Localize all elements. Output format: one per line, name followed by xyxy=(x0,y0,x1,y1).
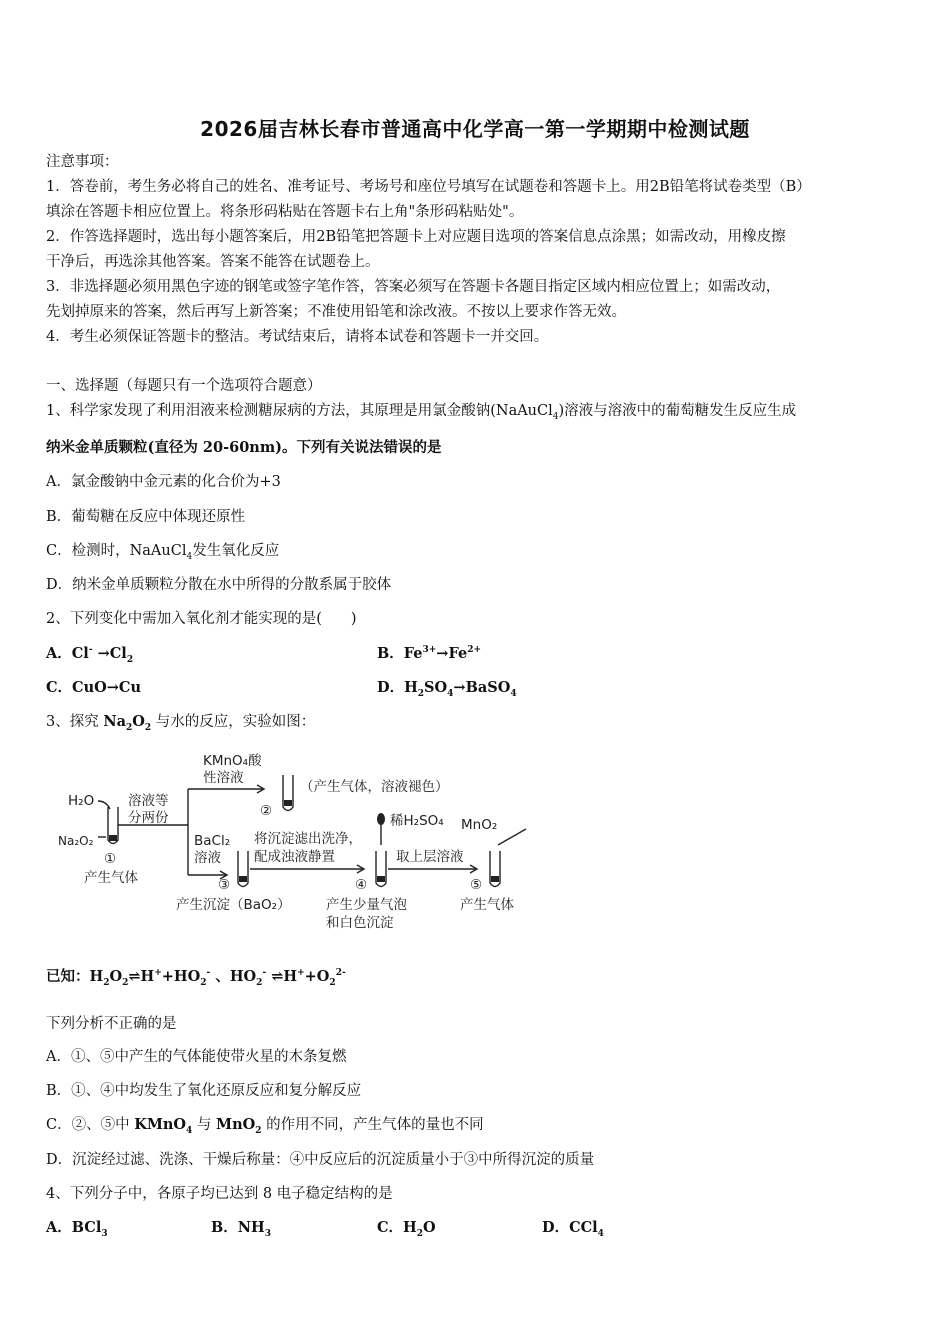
q3-stem: 3、探究 $Na_2O_2$ 与水的反应，实验如图： xyxy=(46,713,316,733)
q3-experiment-diagram xyxy=(58,745,538,940)
notice-line-6: 先划掉原来的答案，然后再写上新答案；不准使用铅笔和涂改液。不按以上要求作答无效。 xyxy=(46,304,626,320)
label-bacl2-1: BaCl₂ xyxy=(194,833,231,849)
label-na2o2: Na₂O₂ xyxy=(58,834,94,848)
label-num-2: ② xyxy=(260,803,273,819)
label-upper-solution: 取上层溶液 xyxy=(396,849,464,865)
q1-option-c: C．检测时，NaAuCl$_4$发生氧化反应 xyxy=(46,543,280,562)
label-h2o: H₂O xyxy=(68,793,95,809)
experiment-svg xyxy=(58,745,538,940)
label-result-4a: 产生少量气泡 xyxy=(326,897,407,913)
label-num-5: ⑤ xyxy=(470,877,483,893)
label-kmno4-2: 性溶液 xyxy=(203,770,244,786)
q1-stem-line2: 纳米金单质颗粒(直径为 20-60nm)。下列有关说法错误的是 xyxy=(46,439,442,456)
section-heading: 一、选择题（每题只有一个选项符合题意） xyxy=(46,378,322,394)
q2-option-a: A．$Cl^- \to Cl_2$ xyxy=(46,645,134,665)
notice-line-3: 2．作答选择题时，选出每小题答案后，用2B铅笔把答题卡上对应题目选项的答案信息点涂黑；如需改动，用橡皮擦 xyxy=(46,229,786,245)
label-filter-1: 将沉淀滤出洗净， xyxy=(254,831,362,847)
q3-option-c: C．②、⑤中 KMnO$_4$ 与 MnO$_2$ 的作用不同，产生气体的量也不同 xyxy=(46,1116,484,1136)
notice-heading: 注意事项： xyxy=(46,154,119,170)
notice-line-7: 4．考生必须保证答题卡的整洁。考试结束后，请将本试卷和答题卡一并交回。 xyxy=(46,329,549,345)
label-split-1: 溶液等 xyxy=(128,793,169,809)
q1-option-a: A．氯金酸钠中金元素的化合价为+3 xyxy=(46,474,281,490)
q2-option-d: D．$H_2SO_4\to BaSO_4$ xyxy=(377,679,517,699)
notice-line-1: 1．答卷前，考生务必将自己的姓名、准考证号、考场号和座位号填写在试题卷和答题卡上。用2B铅笔将试卷类型（B） xyxy=(46,179,811,195)
label-num-3: ③ xyxy=(218,877,231,893)
q4-option-c: C．$H_2O$ xyxy=(377,1219,436,1239)
q1-option-d: D．纳米金单质颗粒分散在水中所得的分散系属于胶体 xyxy=(46,577,392,593)
q2-option-c: C．CuO→Cu xyxy=(46,679,141,696)
label-result-1: 产生气体 xyxy=(84,870,138,886)
label-result-4b: 和白色沉淀 xyxy=(326,915,394,931)
label-bacl2-2: 溶液 xyxy=(194,850,221,866)
spatula xyxy=(498,829,526,845)
q1-option-c-part2: 发生氧化反应 xyxy=(192,543,280,559)
tube-5-liquid xyxy=(491,876,499,882)
q2-stem: 2、下列变化中需加入氧化剂才能实现的是( ) xyxy=(46,611,357,627)
q1-stem-part2: )溶液与溶液中的葡萄糖发生反应生成 xyxy=(558,403,797,419)
q3-ask: 下列分析不正确的是 xyxy=(46,1016,177,1032)
q4-option-a: A．BCl$_3$ xyxy=(46,1219,108,1239)
label-filter-2: 配成浊液静置 xyxy=(254,849,335,865)
dropper-bulb xyxy=(377,813,385,825)
label-result-3: 产生沉淀（BaO₂） xyxy=(176,897,291,913)
q1-stem-part1: 1、科学家发现了利用泪液来检测糖尿病的方法，其原理是用氯金酸钠(NaAuCl xyxy=(46,403,553,419)
tube-1-solid xyxy=(109,835,117,841)
notice-line-2: 填涂在答题卡相应位置上。将条形码粘贴在答题卡右上角"条形码粘贴处"。 xyxy=(46,204,524,220)
label-result-5: 产生气体 xyxy=(460,897,514,913)
q3-option-b: B．①、④中均发生了氧化还原反应和复分解反应 xyxy=(46,1083,362,1099)
label-result-2: （产生气体，溶液褪色） xyxy=(300,779,449,795)
tube-4-solid xyxy=(377,876,385,882)
q1-option-b: B．葡萄糖在反应中体现还原性 xyxy=(46,509,246,525)
q1-stem: 1、科学家发现了利用泪液来检测糖尿病的方法，其原理是用氯金酸钠(NaAuCl$_4$)溶液与溶液中的葡萄糖发生反应生成 xyxy=(46,403,797,422)
tube-3-solid xyxy=(239,876,247,882)
label-num-4: ④ xyxy=(355,877,368,893)
q4-option-d: D．CCl$_4$ xyxy=(542,1219,604,1239)
label-kmno4-1: KMnO₄酸 xyxy=(203,753,262,769)
exam-title: 2026届吉林长春市普通高中化学高一第一学期期中检测试题 xyxy=(200,117,750,141)
q3-option-a: A．①、⑤中产生的气体能使带火星的木条复燃 xyxy=(46,1049,347,1065)
q1-option-c-part1: C．检测时，NaAuCl xyxy=(46,543,187,559)
q2-option-b: B．$Fe^{3+}\to Fe^{2+}$ xyxy=(377,645,481,662)
label-num-1: ① xyxy=(104,851,117,867)
q3-option-d: D．沉淀经过滤、洗涤、干燥后称量：④中反应后的沉淀质量小于③中所得沉淀的质量 xyxy=(46,1152,595,1168)
notice-line-5: 3．非选择题必须用黑色字迹的钢笔或签字笔作答，答案必须写在答题卡各题目指定区域内相应位置上；如需改动， xyxy=(46,279,781,295)
tube-2-liquid xyxy=(284,800,292,806)
label-dilute-h2so4: 稀H₂SO₄ xyxy=(390,813,444,829)
label-split-2: 分两份 xyxy=(128,810,169,826)
q4-option-b: B．$NH_3$ xyxy=(211,1219,271,1239)
notice-line-4: 干净后，再选涂其他答案。答案不能答在试题卷上。 xyxy=(46,254,380,270)
q4-stem: 4、下列分子中，各原子均已达到 8 电子稳定结构的是 xyxy=(46,1186,393,1202)
label-mno2: MnO₂ xyxy=(461,817,498,833)
q3-known: 已知：$H_2O_2\rightleftharpoons H^++HO_2^-$ 、$HO_2^-$ $\rightleftharpoons H^++O_2^{2-}$ xyxy=(46,968,346,988)
